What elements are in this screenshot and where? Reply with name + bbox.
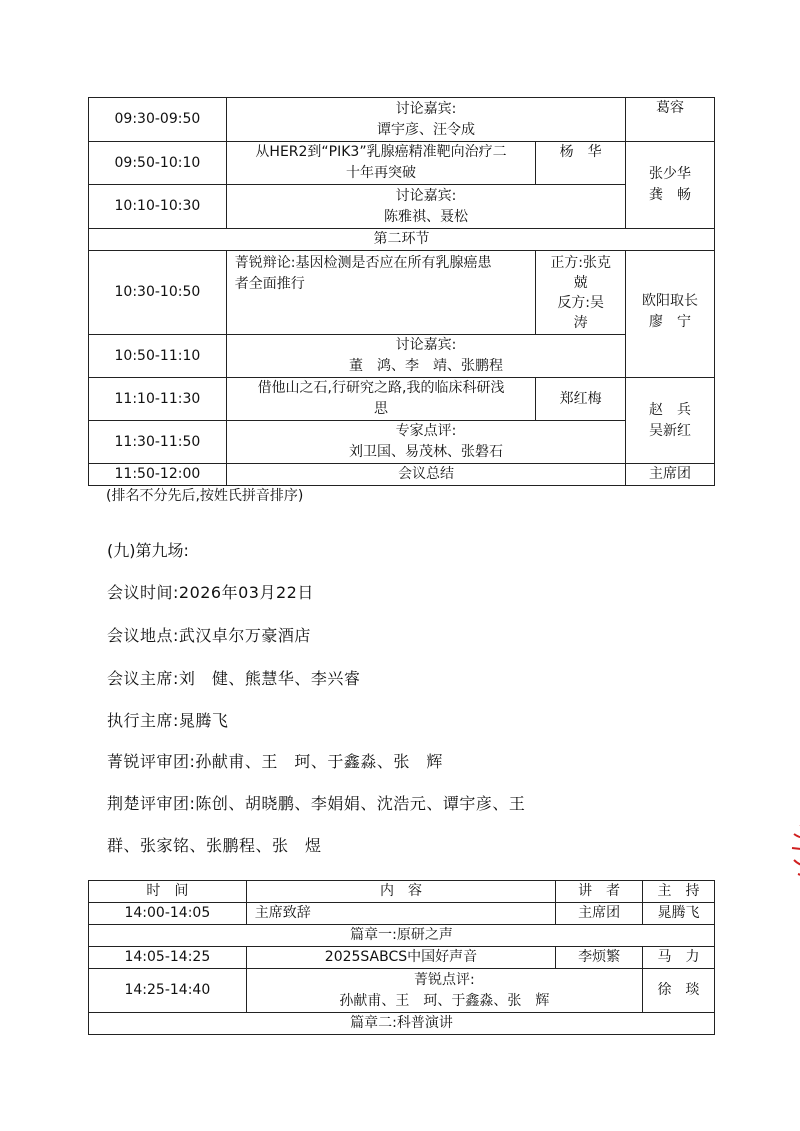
speaker-cell: 正方:张克 兢 反方:吴 涛: [536, 251, 626, 335]
speaker-cell: 郑红梅: [536, 378, 626, 421]
header-time: 时 间: [89, 881, 247, 903]
host-cell: 葛容: [626, 98, 715, 142]
jingchu-panel: 荆楚评审团:陈创、胡晓鹏、李娟娟、沈浩元、谭宇彦、王: [107, 794, 526, 813]
table-header-row: [89, 881, 715, 903]
table-row: [89, 335, 715, 378]
table-row: [89, 229, 715, 251]
host-cell: 徐 琰: [643, 969, 715, 1013]
host-cell: 张少华 龚 畅: [626, 142, 715, 229]
table-row: [89, 378, 715, 421]
time-cell: 09:30-09:50: [89, 98, 227, 142]
jingrui-panel: 菁锐评审团:孙献甫、王 珂、于鑫淼、张 辉: [107, 752, 443, 771]
table-row: [89, 251, 715, 335]
host-cell: 欧阳取长 廖 宁: [626, 251, 715, 378]
content-cell: 讨论嘉宾: 陈雅祺、聂松: [226, 185, 625, 229]
content-cell: 2025SABCS中国好声音: [246, 947, 555, 969]
red-seal-stamp-fragment: [780, 820, 800, 880]
ordering-note: (排名不分先后,按姓氏拼音排序): [106, 488, 304, 504]
table-row: [89, 925, 715, 947]
meeting-place: 会议地点:武汉卓尔万豪酒店: [107, 626, 311, 645]
header-content: 内 容: [246, 881, 555, 903]
table-row: [89, 464, 715, 486]
host-cell: 晁腾飞: [643, 903, 715, 925]
table-row: [89, 969, 715, 1013]
time-cell: 10:10-10:30: [89, 185, 227, 229]
table-row: [89, 421, 715, 464]
content-cell: 借他山之石,行研究之路,我的临床科研浅 思: [226, 378, 535, 421]
speaker-cell: 李烦繁: [556, 947, 643, 969]
content-cell: 从HER2到“PIK3”乳腺癌精准靶向治疗二 十年再突破: [226, 142, 535, 185]
time-cell: 14:25-14:40: [89, 969, 247, 1013]
content-cell: 讨论嘉宾: 董 鸿、李 靖、张鹏程: [226, 335, 625, 378]
speaker-cell: 主席团: [556, 903, 643, 925]
speaker-cell: 杨 华: [536, 142, 626, 185]
section-header: 第二环节: [89, 229, 715, 251]
time-cell: 11:10-11:30: [89, 378, 227, 421]
time-cell: 09:50-10:10: [89, 142, 227, 185]
time-cell: 11:50-12:00: [89, 464, 227, 486]
content-cell: 讨论嘉宾: 谭宇彦、汪令成: [226, 98, 625, 142]
schedule-table-part1: [88, 97, 715, 486]
content-cell: 会议总结: [226, 464, 625, 486]
time-cell: 11:30-11:50: [89, 421, 227, 464]
jingchu-panel-cont: 群、张家铭、张鹏程、张 煜: [107, 836, 322, 855]
content-cell: 主席致辞: [246, 903, 555, 925]
table-row: [89, 185, 715, 229]
chapter-header: 篇章一:原研之声: [89, 925, 715, 947]
chapter-header: 篇章二:科普演讲: [89, 1013, 715, 1035]
header-speaker: 讲 者: [556, 881, 643, 903]
header-host: 主 持: [643, 881, 715, 903]
content-cell: 菁锐点评: 孙献甫、王 珂、于鑫淼、张 辉: [246, 969, 642, 1013]
table-row: [89, 142, 715, 185]
section-nine-title: (九)第九场:: [107, 541, 189, 560]
table-row: [89, 903, 715, 925]
meeting-time: 会议时间:2026年03月22日: [107, 583, 314, 602]
meeting-chairs: 会议主席:刘 健、熊慧华、李兴睿: [107, 669, 361, 688]
table-row: [89, 1013, 715, 1035]
time-cell: 10:50-11:10: [89, 335, 227, 378]
executive-chair: 执行主席:晁腾飞: [107, 711, 229, 730]
schedule-table-part2: [88, 880, 715, 1035]
time-cell: 14:00-14:05: [89, 903, 247, 925]
content-cell: 专家点评: 刘卫国、易茂林、张磐石: [226, 421, 625, 464]
host-cell: 赵 兵 吴新红: [626, 378, 715, 464]
content-cell: 菁锐辩论:基因检测是否应在所有乳腺癌患 者全面推行: [226, 251, 535, 335]
host-cell: 主席团: [626, 464, 715, 486]
time-cell: 10:30-10:50: [89, 251, 227, 335]
table-row: [89, 98, 715, 142]
host-cell: 马 力: [643, 947, 715, 969]
table-row: [89, 947, 715, 969]
time-cell: 14:05-14:25: [89, 947, 247, 969]
